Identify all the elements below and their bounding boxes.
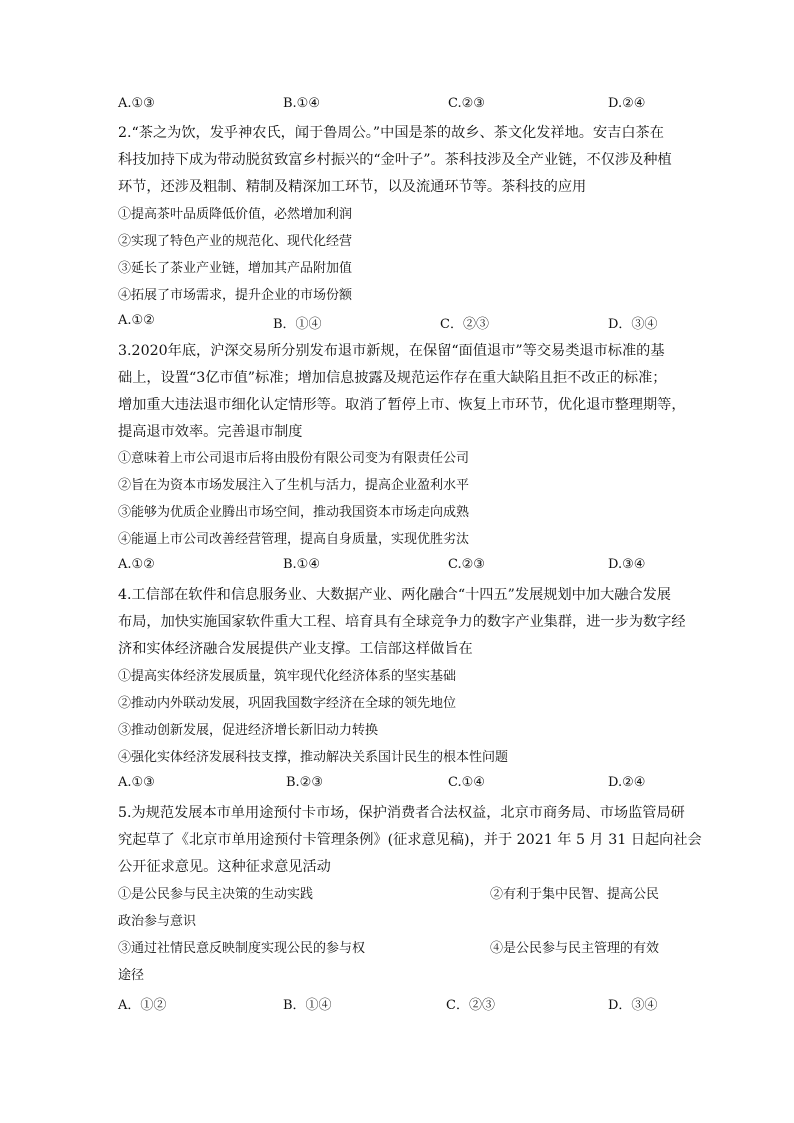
q3-option-b[interactable]: B.①④ xyxy=(283,557,320,572)
q5-statement-2-cont: 政治参与意识 xyxy=(118,914,197,929)
q3-statement-3: ③能够为优质企业腾出市场空间，推动我国资本市场走向成熟 xyxy=(118,505,470,520)
q3-stem-line-3: 增加重大违法退市细化认定情形等。取消了暂停上市、恢复上市环节，优化退市整理期等， xyxy=(118,397,686,413)
q3-option-d[interactable]: D.③④ xyxy=(608,557,646,572)
q1-option-b[interactable]: B.①④ xyxy=(283,96,320,111)
q4-option-a[interactable]: A.①③ xyxy=(118,775,155,790)
q1-option-c[interactable]: C.②③ xyxy=(448,96,485,111)
q4-statement-3: ③推动创新发展，促进经济增长新旧动力转换 xyxy=(118,723,379,738)
q5-option-b[interactable]: B．①④ xyxy=(283,998,332,1013)
q3-option-c[interactable]: C.②③ xyxy=(448,557,485,572)
q1-options xyxy=(118,96,678,118)
q2-option-a[interactable]: A.①② xyxy=(118,313,155,328)
q3-stem-line-2: 础上，设置“3亿市值”标准；增加信息披露及规范运作存在重大缺陷且拒不改正的标准； xyxy=(118,370,667,386)
q5-option-c[interactable]: C．②③ xyxy=(446,998,495,1013)
q3-statement-1: ①意味着上市公司退市后将由股份有限公司变为有限责任公司 xyxy=(118,451,470,466)
q3-statement-4: ④能逼上市公司改善经营管理，提高自身质量，实现优胜劣汰 xyxy=(118,532,470,547)
q2-stem-line-1: 2.“茶之为饮，发乎神农氏，闻于鲁周公。”中国是茶的故乡、茶文化发祥地。安吉白茶在 xyxy=(118,125,664,141)
q5-stem-line-3: 公开征求意见。这种征求意见活动 xyxy=(118,859,331,875)
q2-option-d[interactable]: D．③④ xyxy=(608,317,658,332)
q3-option-a[interactable]: A.①② xyxy=(118,557,155,572)
q1-option-a[interactable]: A.①③ xyxy=(118,96,155,111)
q5-statement-4: ④是公民参与民主管理的有效 xyxy=(490,941,660,956)
q4-options xyxy=(118,775,678,797)
q5-statement-1: ①是公民参与民主决策的生动实践 xyxy=(118,887,314,902)
q5-statement-4-cont: 途径 xyxy=(118,968,145,983)
q5-stem-line-1: 5.为规范发展本市单用途预付卡市场，保护消费者合法权益，北京市商务局、市场监管局研 xyxy=(118,805,685,821)
q3-options xyxy=(118,557,678,579)
q5-statement-2: ②有利于集中民智、提高公民 xyxy=(490,887,660,902)
q1-option-d[interactable]: D.②④ xyxy=(608,96,646,111)
q4-statement-4: ④强化实体经济发展科技支撑，推动解决关系国计民生的根本性问题 xyxy=(118,750,509,765)
q2-statement-4: ④拓展了市场需求，提升企业的市场份额 xyxy=(118,288,353,303)
q2-statement-3: ③延长了茶业产业链，增加其产品附加值 xyxy=(118,261,353,276)
q2-option-b[interactable]: B．①④ xyxy=(273,317,322,332)
q5-statement-3: ③通过社情民意反映制度实现公民的参与权 xyxy=(118,941,366,956)
q5-option-d[interactable]: D．③④ xyxy=(608,998,658,1013)
q5-option-a[interactable]: A．①② xyxy=(118,998,167,1013)
q4-statement-2: ②推动内外联动发展，巩固我国数字经济在全球的领先地位 xyxy=(118,696,457,711)
q4-option-b[interactable]: B.②③ xyxy=(286,775,323,790)
q2-statement-2: ②实现了特色产业的规范化、现代化经营 xyxy=(118,234,353,249)
q4-option-c[interactable]: C.①④ xyxy=(448,775,485,790)
q2-stem-line-2: 科技加持下成为带动脱贫致富乡村振兴的“金叶子”。茶科技涉及全产业链，不仅涉及种植 xyxy=(118,152,672,168)
q4-stem-line-3: 济和实体经济融合发展提供产业支撑。工信部这样做旨在 xyxy=(118,641,473,657)
q3-statement-2: ②旨在为资本市场发展注入了生机与活力，提高企业盈利水平 xyxy=(118,478,470,493)
q2-options xyxy=(118,313,678,335)
q4-stem-line-2: 布局，加快实施国家软件重大工程、培育具有全球竞争力的数字产业集群，进一步为数字经 xyxy=(118,614,686,630)
q5-stem-line-2: 究起草了《北京市单用途预付卡管理条例》(征求意见稿)，并于 2021 年 5 月 31 日起向社会 xyxy=(118,832,702,848)
q4-statement-1: ①提高实体经济发展质量，筑牢现代化经济体系的坚实基础 xyxy=(118,669,457,684)
q4-stem-line-1: 4.工信部在软件和信息服务业、大数据产业、两化融合“十四五”发展规划中加大融合发展 xyxy=(118,587,671,603)
q4-option-d[interactable]: D.②④ xyxy=(608,775,646,790)
q3-stem-line-1: 3.2020年底，沪深交易所分别发布退市新规，在保留“面值退市”等交易类退市标准的基 xyxy=(118,343,665,359)
q2-stem-line-3: 环节，还涉及粗制、精制及精深加工环节，以及流通环节等。茶科技的应用 xyxy=(118,179,587,195)
q5-options xyxy=(118,994,678,1016)
q2-statement-1: ①提高茶叶品质降低价值，必然增加利润 xyxy=(118,207,353,222)
q3-stem-line-4: 提高退市效率。完善退市制度 xyxy=(118,424,303,440)
q2-option-c[interactable]: C．②③ xyxy=(440,317,489,332)
